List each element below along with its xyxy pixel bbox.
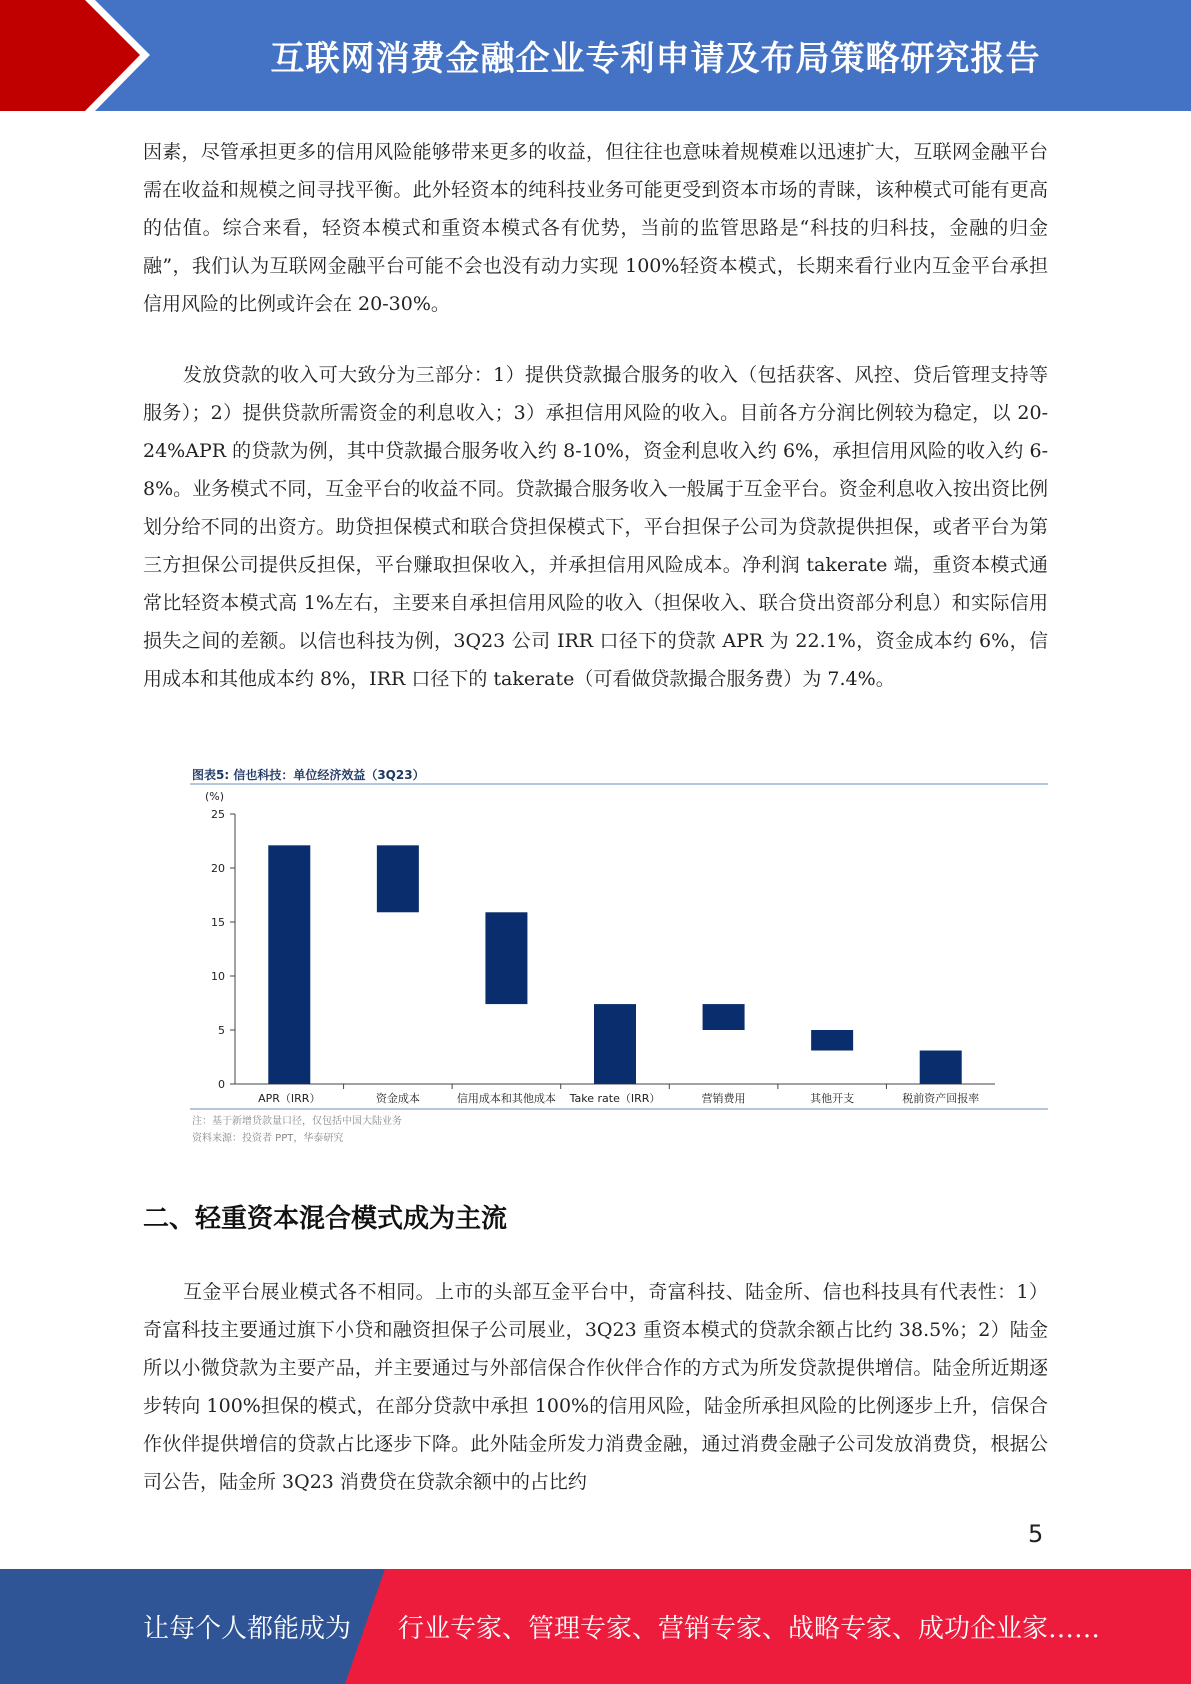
body-paragraph-2: 发放贷款的收入可大致分为三部分：1）提供贷款撮合服务的收入（包括获客、风控、贷后管理支持等服务）；2）提供贷款所需资金的利息收入；3）承担信用风险的收入。目前各方分润比例较为稳定，以 20-24%APR 的贷款为例，其中贷款撮合服务收入约 8-10%，资金利息收入约 6%，承担信用风险的收入约 6-8%。业务模式不同，互金平台的收益不同。贷款撮合服务收入一般属于互金平台。资金利息收入按出资比例划分给不同的出资方。助贷担保模式和联合贷担保模式下，平台担保子公司为贷款提供担保，或者平台为第三方担保公司提供反担保，平台赚取担保收入，并承担信用风险成本。净利润 takerate 端，重资本模式通常比轻资本模式高 1%左右，主要来自承担信用风险的收入（担保收入、联合贷出资部分利息）和实际信用损失之间的差额。以信也科技为例，3Q23 公司 IRR 口径下的贷款 APR 为 22.1%，资金成本约 6%，信用成本和其他成本约 8%，IRR 口径下的 takerate（可看做贷款撮合服务费）为 7.4%。: [143, 364, 1048, 690]
body-paragraph-1: 因素，尽管承担更多的信用风险能够带来更多的收益，但往往也意味着规模难以迅速扩大，互联网金融平台需在收益和规模之间寻找平衡。此外轻资本的纯科技业务可能更受到资本市场的青睐，该种模式可能有更高的估值。综合来看，轻资本模式和重资本模式各有优势，当前的监管思路是“科技的归科技，金融的归金融”，我们认为互联网金融平台可能不会也没有动力实现 100%轻资本模式，长期来看行业内互金平台承担信用风险的比例或许会在 20-30%。: [143, 141, 1048, 315]
y-tick-label: 5: [218, 1024, 225, 1037]
footer-slogan-right: 行业专家、管理专家、营销专家、战略专家、成功企业家……: [398, 1614, 1101, 1644]
section2-paragraph-block: [143, 1273, 1048, 1501]
header-arrow-decoration: [0, 0, 160, 111]
bar-7: [920, 1051, 962, 1084]
waterfall-chart: [190, 764, 1050, 1149]
y-tick-label: 10: [211, 970, 225, 983]
section2-paragraph: 互金平台展业模式各不相同。上市的头部互金平台中，奇富科技、陆金所、信也科技具有代表性：1）奇富科技主要通过旗下小贷和融资担保子公司展业，3Q23 重资本模式的贷款余额占比约 38.5%；2）陆金所以小微贷款为主要产品，并主要通过与外部信保合作伙伴合作的方式为所发贷款提供增信。陆金所近期逐步转向 100%担保的模式，在部分贷款中承担 100%的信用风险，陆金所承担风险的比例逐步上升，信保合作伙伴提供增信的贷款占比逐步下降。此外陆金所发力消费金融，通过消费金融子公司发放消费贷，根据公司公告，陆金所 3Q23 消费贷在贷款余额中的占比约: [143, 1281, 1048, 1493]
x-category-label: 税前资产回报率: [902, 1092, 980, 1105]
x-category-label: 其他开支: [810, 1092, 855, 1105]
page-number: 5: [1028, 1520, 1044, 1548]
x-category-label: 信用成本和其他成本: [456, 1092, 556, 1105]
chart-title: 图表5: 信也科技：单位经济效益（3Q23）: [192, 768, 425, 782]
bar-6: [811, 1030, 853, 1051]
page-header: [0, 0, 1191, 111]
x-category-label: APR（IRR）: [258, 1092, 321, 1105]
x-category-label: Take rate（IRR）: [569, 1092, 661, 1105]
x-category-label: 资金成本: [375, 1092, 420, 1105]
page-footer: [0, 1569, 1191, 1684]
body-paragraph-2-block: [143, 356, 1048, 698]
y-tick-label: 25: [211, 808, 225, 821]
y-tick-label: 0: [218, 1078, 225, 1091]
y-tick-label: 20: [211, 862, 225, 875]
x-category-label: 营销费用: [701, 1092, 746, 1105]
chart-note: 注：基于新增贷款量口径，仅包括中国大陆业务: [192, 1116, 402, 1127]
bar-4: [594, 1004, 636, 1084]
footer-slogan-left: 让每个人都能成为: [143, 1614, 352, 1644]
chart-canvas: [190, 764, 1050, 1119]
report-title: 互联网消费金融企业专利申请及布局策略研究报告: [270, 39, 1041, 79]
y-axis-unit-label: (%): [205, 790, 225, 803]
bar-1: [268, 845, 310, 1084]
bar-5: [703, 1004, 745, 1030]
chart-source: 资料来源：投资者 PPT，华泰研究: [192, 1133, 344, 1144]
section-heading: 二、轻重资本混合模式成为主流: [143, 1204, 508, 1234]
body-paragraph-1-block: [143, 133, 1048, 323]
y-tick-label: 15: [211, 916, 225, 929]
bar-2: [377, 845, 419, 912]
bar-3: [485, 912, 527, 1004]
